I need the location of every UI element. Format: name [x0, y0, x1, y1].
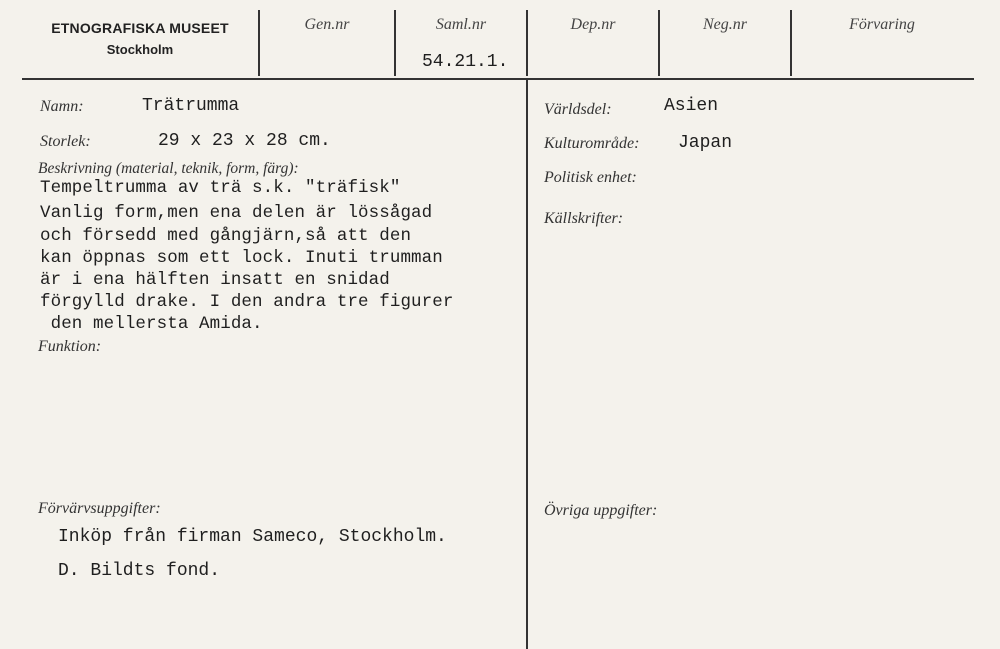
beskrivning-line-7: den mellersta Amida.	[40, 314, 263, 334]
beskrivning-line-3: och försedd med gångjärn,så att den	[40, 226, 412, 246]
funktion-label: Funktion:	[38, 338, 102, 355]
museum-name: ETNOGRAFISKA MUSEET	[51, 20, 229, 36]
beskrivning-line-2: Vanlig form,men ena delen är lössågad	[40, 203, 433, 223]
header-rule	[22, 78, 974, 80]
saml-nr-label: Saml.nr	[435, 16, 487, 33]
museum-heading	[24, 20, 256, 57]
beskrivning-line-4: kan öppnas som ett lock. Inuti trumman	[40, 248, 443, 268]
beskrivning-line-5: är i ena hälften insatt en snidad	[40, 270, 390, 290]
politisk-enhet-label: Politisk enhet:	[544, 169, 637, 186]
forvarv-line-1: Inköp från firman Sameco, Stockholm.	[58, 527, 447, 547]
varldsdel-label: Världsdel:	[544, 101, 612, 118]
gen-nr-label: Gen.nr	[304, 16, 350, 33]
beskrivning-line-1: Tempeltrumma av trä s.k. "träfisk"	[40, 178, 401, 198]
beskrivning-line-6: förgylld drake. I den andra tre figurer	[40, 292, 454, 312]
kallskrifter-label: Källskrifter:	[544, 210, 624, 227]
dep-nr-label: Dep.nr	[570, 16, 616, 33]
body-divider	[526, 80, 528, 649]
neg-nr-label: Neg.nr	[703, 16, 747, 33]
beskrivning-label: Beskrivning (material, teknik, form, färg):	[38, 160, 299, 177]
varldsdel-value: Asien	[664, 96, 719, 116]
storlek-label: Storlek:	[40, 133, 91, 150]
storlek-value: 29 x 23 x 28 cm.	[158, 131, 331, 151]
kulturomrade-label: Kulturområde:	[544, 135, 640, 152]
saml-nr-value: 54.21.1.	[422, 52, 509, 72]
namn-value: Trätrumma	[142, 96, 240, 116]
namn-label: Namn:	[40, 98, 84, 115]
forvarv-line-2: D. Bildts fond.	[58, 561, 221, 581]
ovriga-uppgifter-label: Övriga uppgifter:	[544, 502, 658, 519]
forvaring-label: Förvaring	[849, 16, 915, 33]
forvarv-label: Förvärvsuppgifter:	[38, 500, 161, 517]
museum-city: Stockholm	[106, 42, 174, 57]
kulturomrade-value: Japan	[678, 133, 733, 153]
